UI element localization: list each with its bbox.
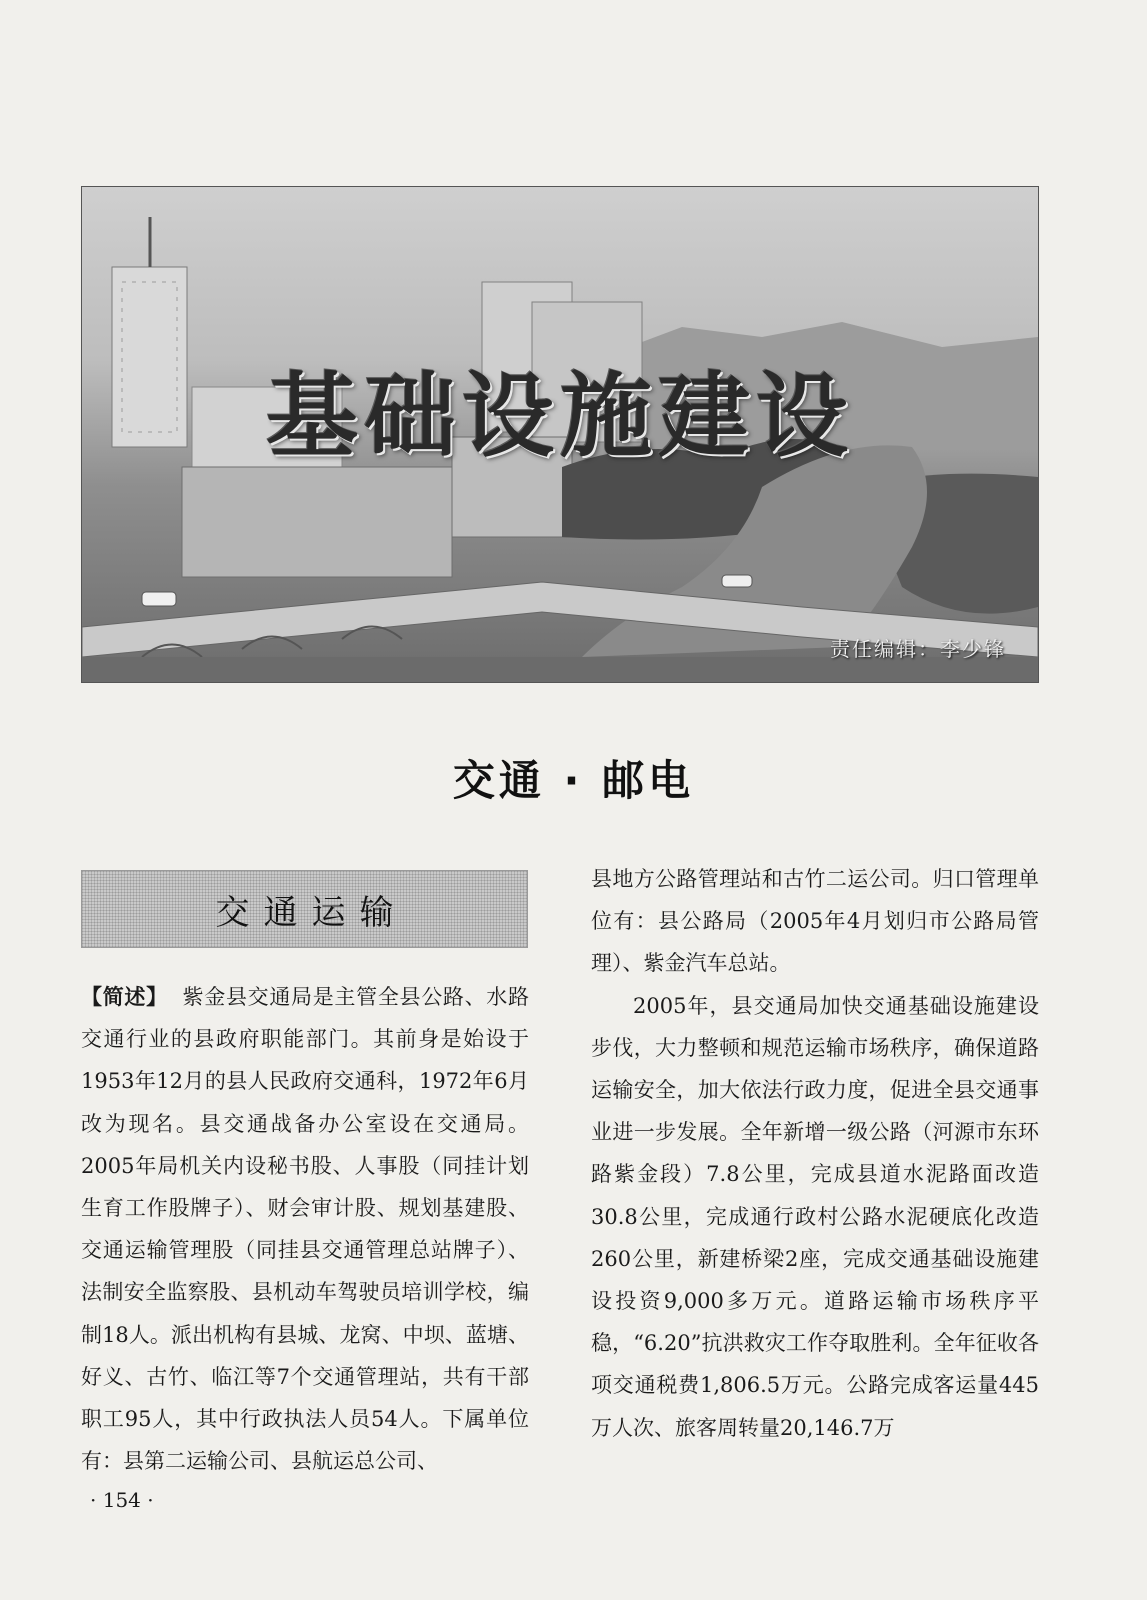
summary-text: 紫金县交通局是主管全县公路、水路交通行业的县政府职能部门。其前身是始设于1953年12月的县人民政府交通科，1972年6月改为现名。县交通战备办公室设在交通局。2005年局机关内设秘书股、人事股（同挂计划生育工作股牌子）、财会审计股、规划基建股、交通运输管理股（同挂县交通管理总站牌子）、法制安全监察股、县机动车驾驶员培训学校，编制18人。派出机构有县城、龙窝、中坝、蓝塘、好义、古竹、临江等7个交通管理站，共有干部职工95人，其中行政执法人员54人。下属单位有：县第二运输公司、县航运总公司、	[81, 985, 530, 1474]
summary-paragraph	[81, 976, 529, 1482]
right-column	[591, 858, 1039, 1449]
editor-credit: 责任编辑：李少锋	[830, 637, 1006, 661]
continuation-paragraph: 县地方公路管理站和古竹二运公司。归口管理单位有：县公路局（2005年4月划归市公路局管理）、紫金汽车总站。	[591, 867, 1039, 976]
banner-title: 基础设施建设	[265, 363, 854, 470]
section-heading-box	[81, 870, 528, 948]
page-number: · 154 ·	[90, 1488, 154, 1512]
body-paragraph-2005: 2005年，县交通局加快交通基础设施建设步伐，大力整顿和规范运输市场秩序，确保道路运输安全，加大依法行政力度，促进全县交通事业进一步发展。全年新增一级公路（河源市东环路紫金段）7.8公里，完成县道水泥路面改造30.8公里，完成通行政村公路水泥硬底化改造260公里，新建桥梁2座，完成交通基础设施建设投资9,000多万元。道路运输市场秩序平稳，“6.20”抗洪救灾工作夺取胜利。全年征收各项交通税费1,806.5万元。公路完成客运量445万人次、旅客周转量20,146.7万	[591, 993, 1039, 1440]
left-column	[81, 976, 529, 1482]
chapter-title: 交通 · 邮电	[452, 756, 695, 805]
summary-label: 【简述】	[81, 985, 168, 1009]
banner-photo	[81, 186, 1039, 683]
section-title: 交通运输	[215, 892, 408, 933]
